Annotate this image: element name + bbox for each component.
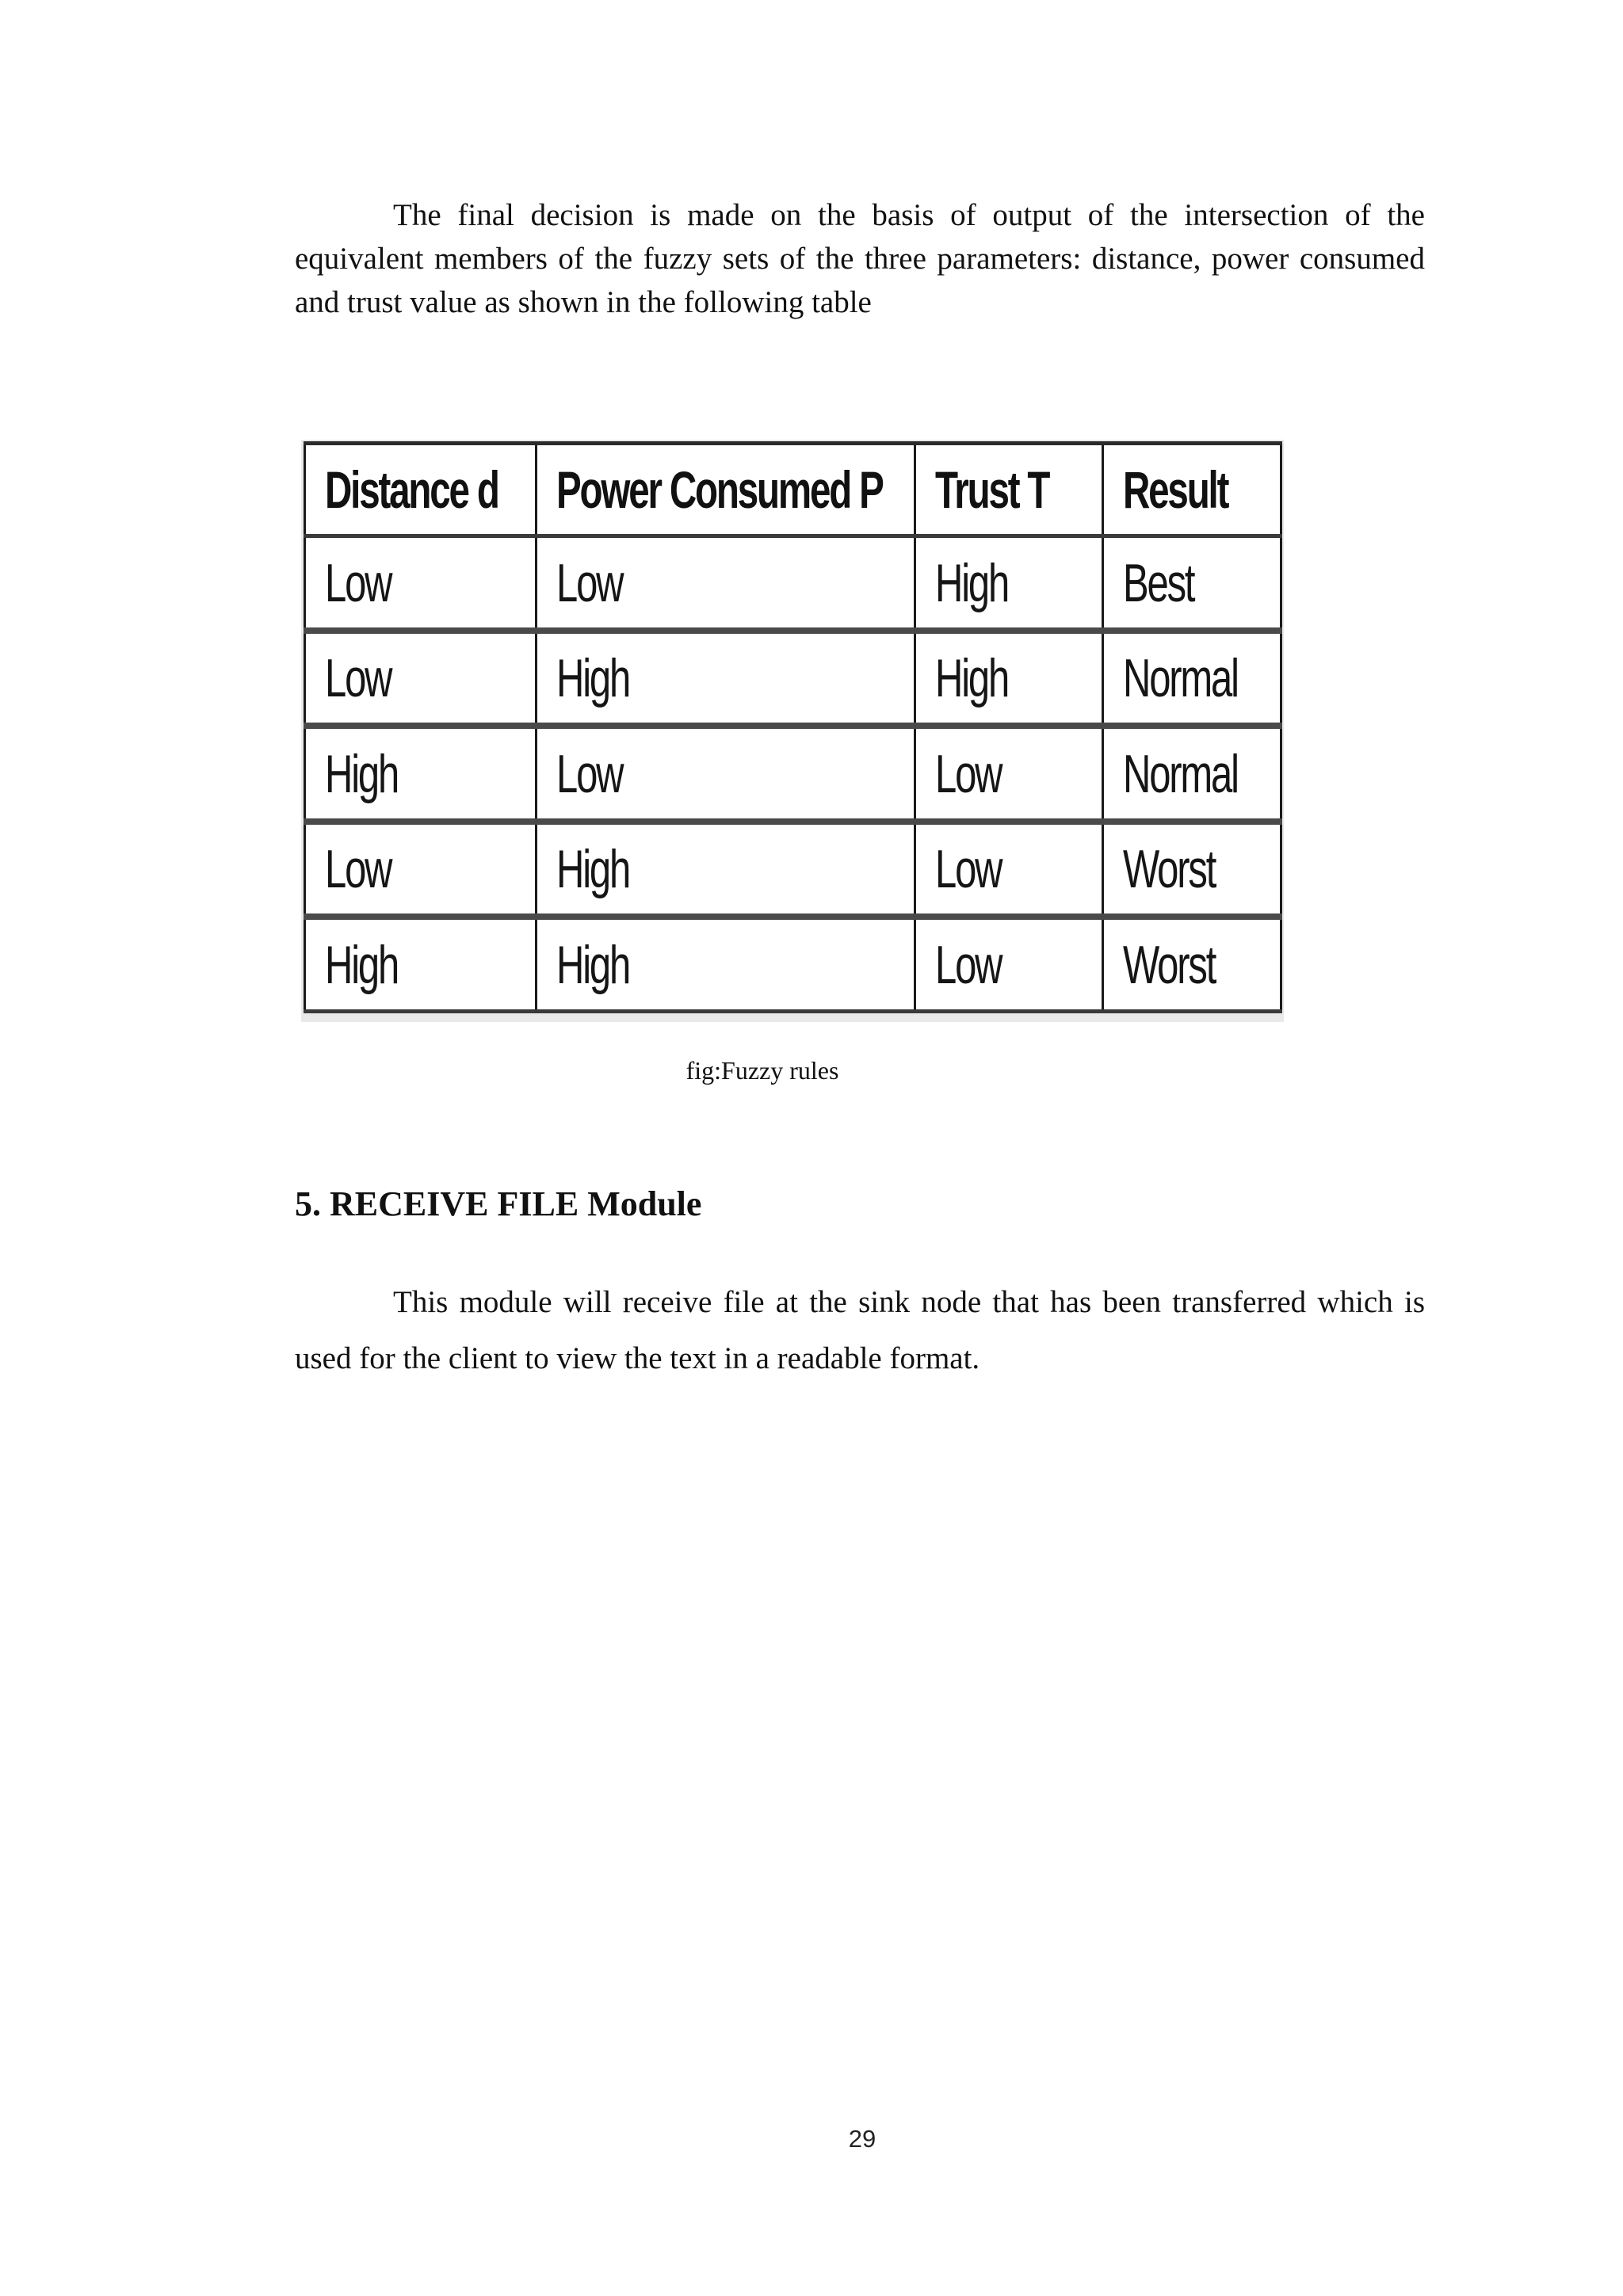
intro-paragraph: The final decision is made on the basis of output of the intersection of the equivalent members of the fuzzy sets of the three parameters: distance, power consumed and trust value as shown in the following table <box>295 198 1425 319</box>
table-cell: Low <box>305 822 537 917</box>
table-header-row <box>305 444 1281 536</box>
table-cell: High <box>305 917 537 1011</box>
table-cell: High <box>915 631 1103 727</box>
table-row <box>305 726 1281 822</box>
table-row <box>305 631 1281 727</box>
table-cell: Normal <box>1103 726 1281 822</box>
table-cell: Low <box>915 917 1103 1011</box>
table-cell: High <box>537 917 915 1011</box>
table-row <box>305 917 1281 1011</box>
table-row <box>305 536 1281 631</box>
header-distance: Distance d <box>305 444 537 536</box>
fuzzy-rules-figure <box>301 440 1284 1022</box>
page-number: 29 <box>848 2125 876 2153</box>
table-cell: High <box>915 536 1103 631</box>
table-cell: Worst <box>1103 917 1281 1011</box>
table-cell: Low <box>537 726 915 822</box>
section-paragraph: This module will receive file at the sink node that has been transferred which is used for the client to view the text in a readable format. <box>295 1285 1425 1375</box>
table-cell: Best <box>1103 536 1281 631</box>
table-cell: Low <box>537 536 915 631</box>
table-cell: Low <box>305 536 537 631</box>
table-cell: High <box>537 631 915 727</box>
table-cell: Low <box>915 726 1103 822</box>
section-heading: 5. RECEIVE FILE Module <box>295 1184 702 1223</box>
table-cell: High <box>537 822 915 917</box>
table-cell: Low <box>915 822 1103 917</box>
header-result: Result <box>1103 444 1281 536</box>
table-cell: Normal <box>1103 631 1281 727</box>
header-trust: Trust T <box>915 444 1103 536</box>
table-cell: High <box>305 726 537 822</box>
table-cell: Worst <box>1103 822 1281 917</box>
figure-caption: fig:Fuzzy rules <box>685 1056 839 1085</box>
fuzzy-rules-table <box>304 441 1282 1013</box>
table-cell: Low <box>305 631 537 727</box>
table-row <box>305 822 1281 917</box>
header-power-consumed: Power Consumed P <box>537 444 915 536</box>
